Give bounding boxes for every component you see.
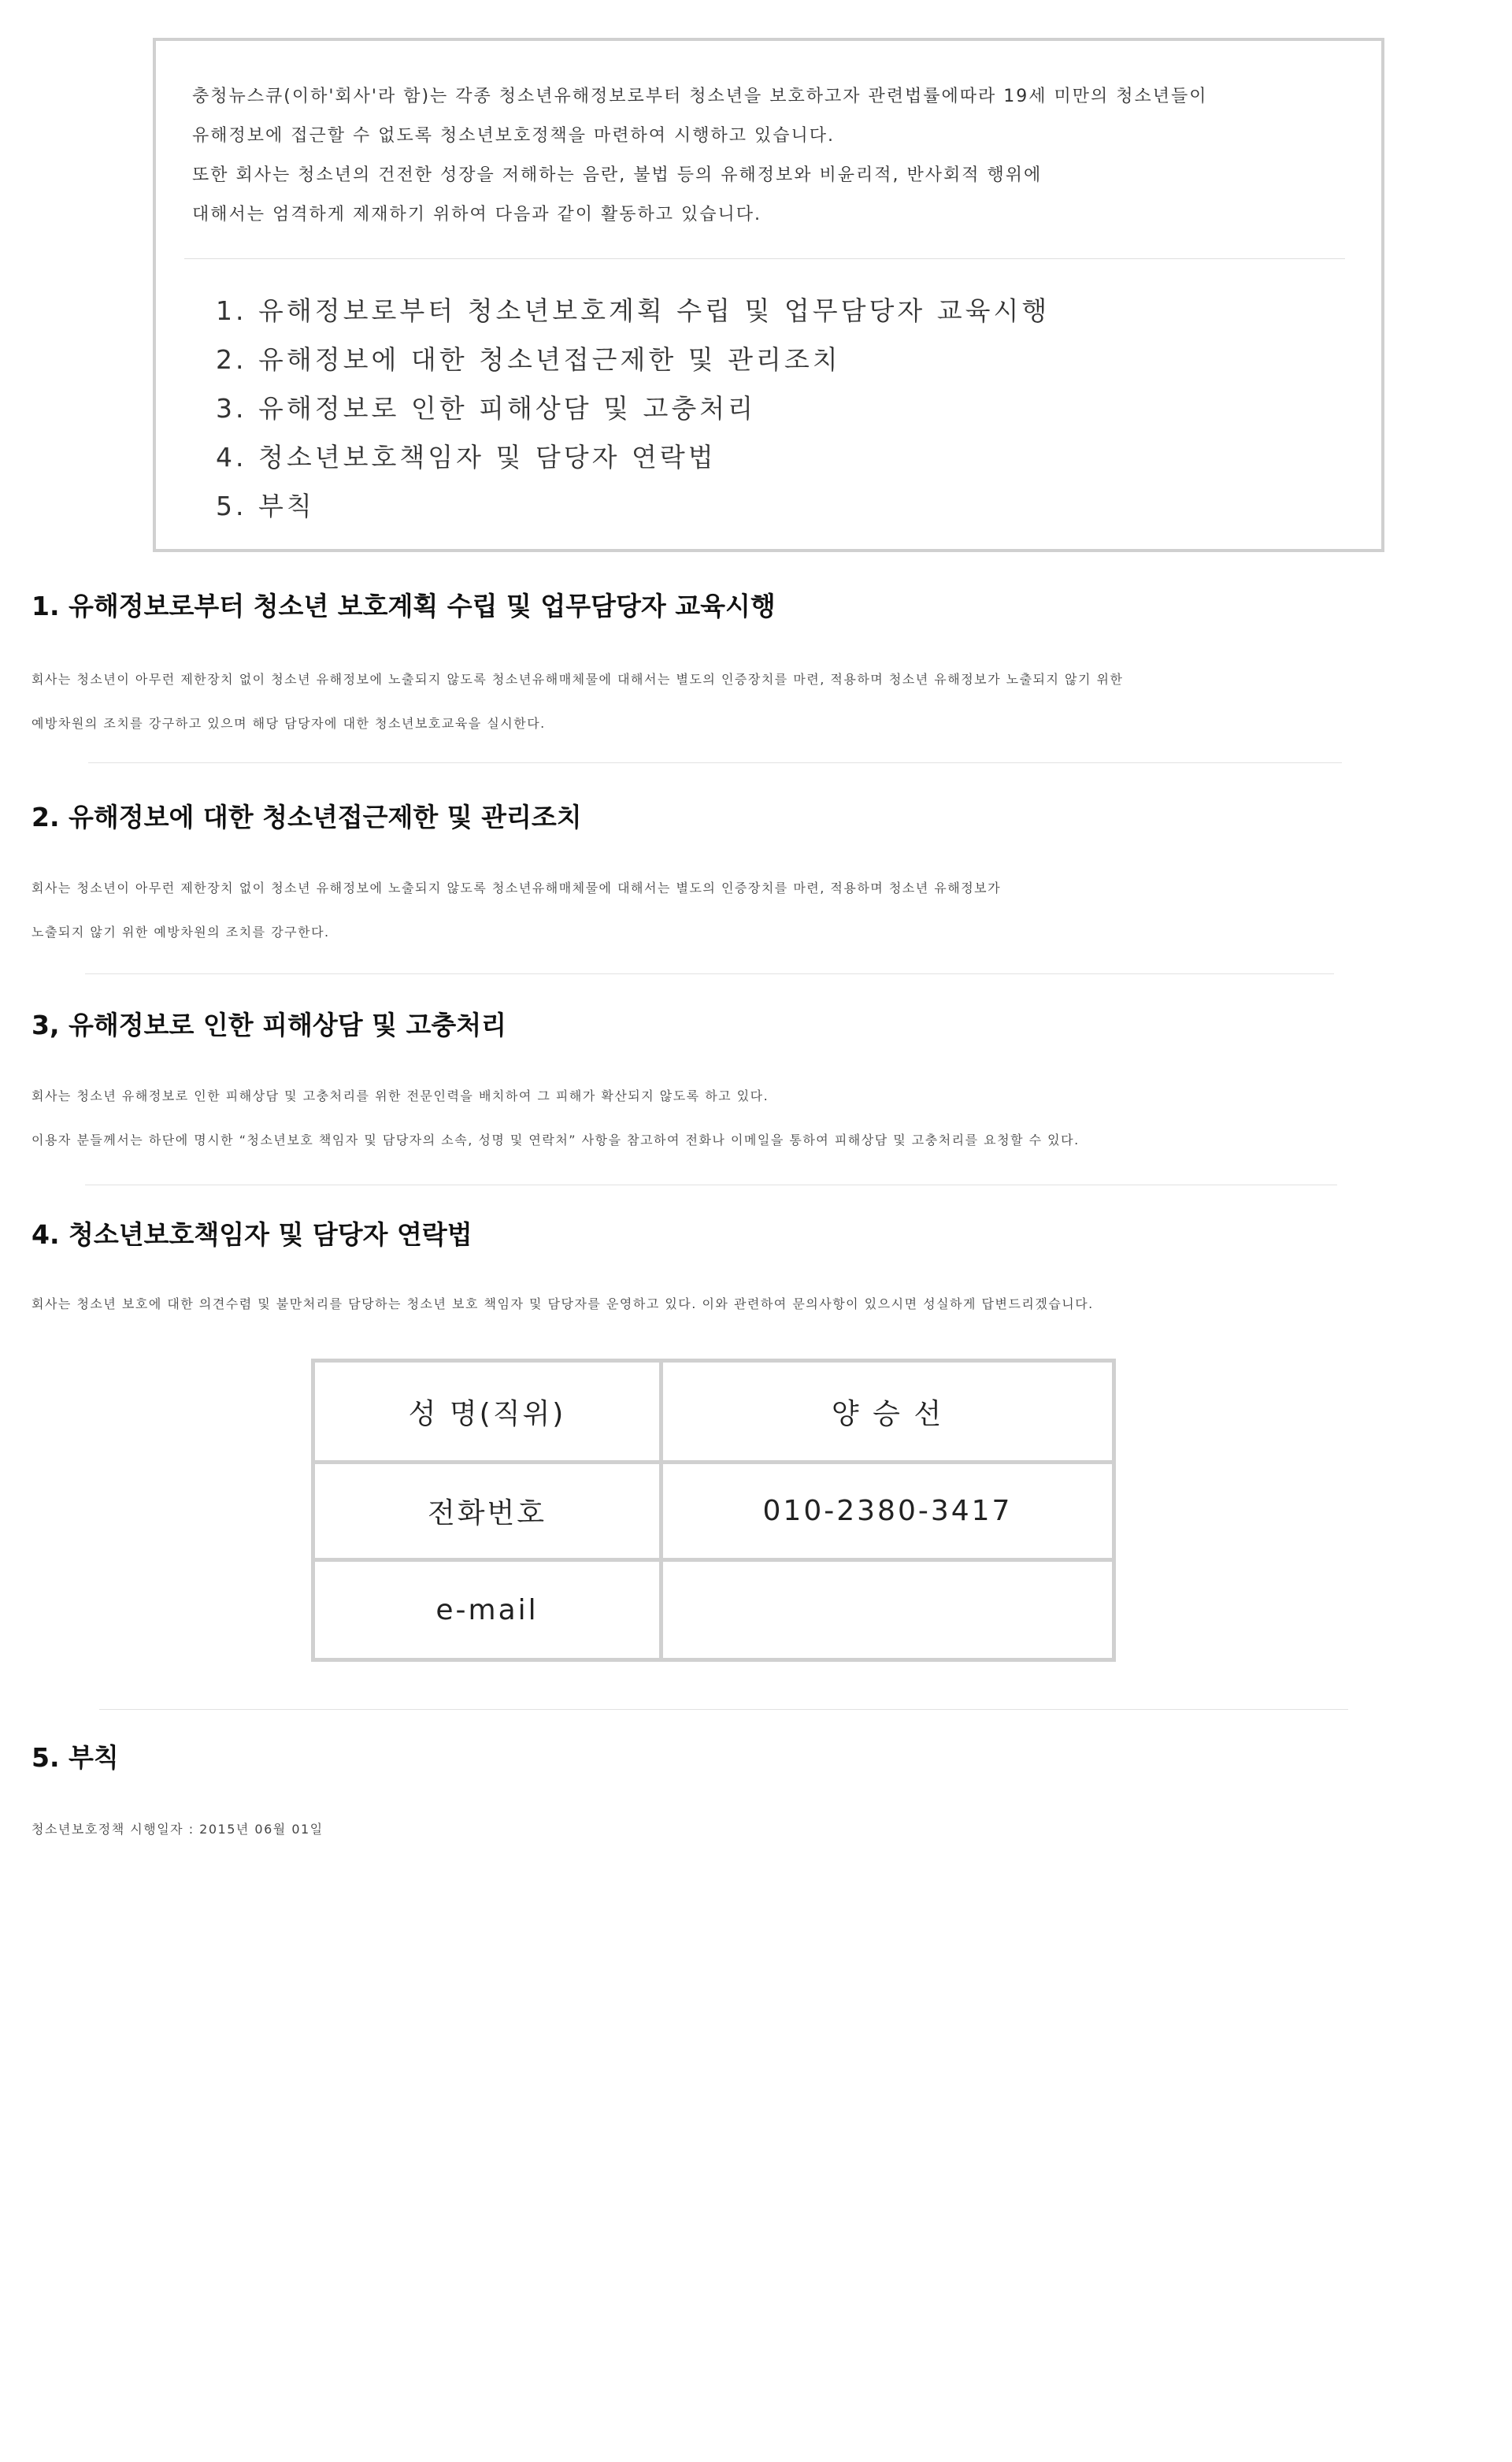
section-line: 이용자 분들께서는 하단에 명시한 “청소년보호 책임자 및 담당자의 소속, 성명 및 연락처” 사항을 참고하여 전화나 이메일을 통하여 피해상담 및 고충처리를 요청할 수 있다. [32, 1133, 1080, 1148]
section-divider [88, 762, 1342, 763]
intro-line: 충청뉴스큐(이하'회사'라 함)는 각종 청소년유해정보로부터 청소년을 보호하고자 관련법률에따라 19세 미만의 청소년들이 [192, 87, 1208, 106]
toc-item: 1. 유해정보로부터 청소년보호계획 수립 및 업무담당자 교육시행 [216, 295, 1051, 326]
section-divider [99, 1709, 1348, 1710]
section-body [32, 866, 1488, 955]
table-of-contents [216, 287, 1050, 531]
contact-table [311, 1359, 1116, 1662]
toc-item: 2. 유해정보에 대한 청소년접근제한 및 관리조치 [216, 344, 841, 375]
toc-item: 4. 청소년보호책임자 및 담당자 연락법 [216, 442, 717, 473]
toc-item: 5. 부칙 [216, 491, 315, 521]
email-value [662, 1560, 1114, 1660]
section-heading: 3, 유해정보로 인한 피해상담 및 고충처리 [32, 1010, 506, 1040]
section-body [32, 1074, 1488, 1162]
intro-line: 대해서는 엄격하게 제재하기 위하여 다음과 같이 활동하고 있습니다. [192, 205, 762, 224]
section-line: 회사는 청소년이 아무런 제한장치 없이 청소년 유해정보에 노출되지 않도록 청소년유해매체물에 대해서는 별도의 인증장치를 마련, 적용하며 청소년 유해정보가 [32, 881, 1002, 895]
email-label: e-mail [313, 1560, 662, 1660]
section-line: 회사는 청소년이 아무런 제한장치 없이 청소년 유해정보에 노출되지 않도록 청소년유해매체물에 대해서는 별도의 인증장치를 마련, 적용하며 청소년 유해정보가 노출되지 않기 위한 [32, 672, 1124, 687]
section-heading: 5. 부칙 [32, 1742, 119, 1773]
intro-paragraph [192, 77, 1358, 235]
intro-line: 또한 회사는 청소년의 건전한 성장을 저해하는 음란, 불법 등의 유해정보와 비윤리적, 반사회적 행위에 [192, 165, 1043, 185]
phone-label: 전화번호 [313, 1463, 662, 1560]
table-row [313, 1463, 1114, 1560]
section-line: 예방차원의 조치를 강구하고 있으며 해당 담당자에 대한 청소년보호교육을 실시한다. [32, 716, 546, 731]
name-label: 성 명(직위) [313, 1361, 662, 1463]
table-row [313, 1560, 1114, 1660]
section-body [32, 658, 1488, 746]
section-line: 회사는 청소년 보호에 대한 의견수렴 및 불만처리를 담당하는 청소년 보호 책임자 및 담당자를 운영하고 있다. 이와 관련하여 문의사항이 있으시면 성실하게 답변드리겠습니다. [32, 1296, 1094, 1311]
section-heading: 2. 유해정보에 대한 청소년접근제한 및 관리조치 [32, 802, 582, 832]
section-body [32, 1282, 1488, 1326]
section-line: 회사는 청소년 유해정보로 인한 피해상담 및 고충처리를 위한 전문인력을 배치하여 그 피해가 확산되지 않도록 하고 있다. [32, 1088, 769, 1103]
table-row [313, 1361, 1114, 1463]
toc-item: 3. 유해정보로 인한 피해상담 및 고충처리 [216, 393, 756, 424]
section-line: 청소년보호정책 시행일자 : 2015년 06월 01일 [32, 1822, 324, 1837]
section-heading: 1. 유해정보로부터 청소년 보호계획 수립 및 업무담당자 교육시행 [32, 591, 776, 621]
name-value: 양 승 선 [662, 1361, 1114, 1463]
section-body [32, 1808, 1488, 1852]
phone-value: 010-2380-3417 [662, 1463, 1114, 1560]
section-line: 노출되지 않기 위한 예방차원의 조치를 강구한다. [32, 925, 330, 940]
intro-divider [184, 258, 1345, 259]
intro-line: 유해정보에 접근할 수 없도록 청소년보호정책을 마련하여 시행하고 있습니다. [192, 126, 836, 146]
section-heading: 4. 청소년보호책임자 및 담당자 연락법 [32, 1219, 472, 1250]
section-divider [85, 973, 1334, 974]
intro-box [153, 38, 1384, 552]
